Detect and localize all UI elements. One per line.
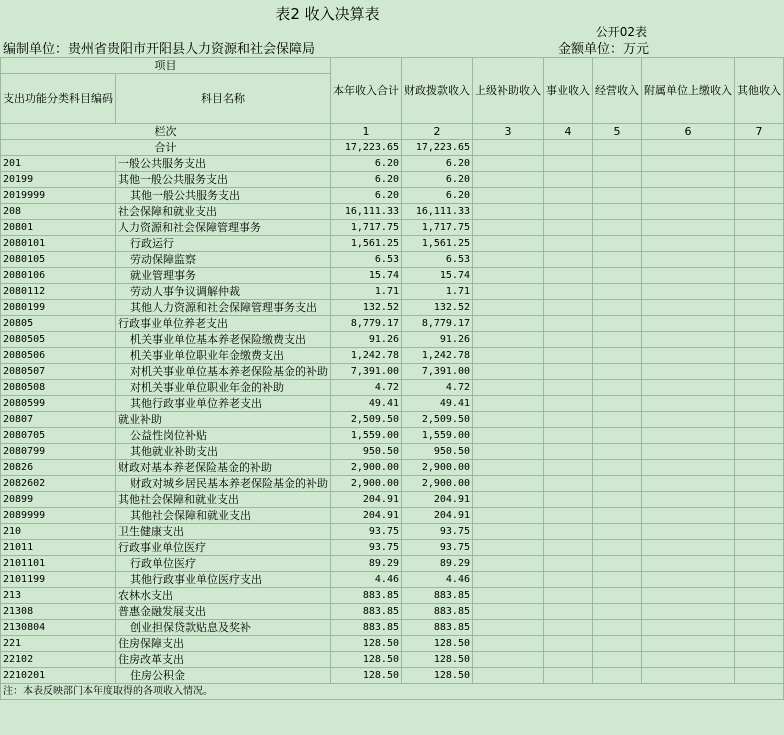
row-name: 行政运行	[116, 236, 331, 252]
row-total: 883.85	[331, 604, 402, 620]
amount-unit-label: 金额单位：万元	[557, 42, 649, 57]
index-cell: 2	[402, 124, 473, 140]
row-total: 4.46	[331, 572, 402, 588]
table-row	[1, 588, 784, 604]
row-code: 2019999	[1, 188, 116, 204]
row-code: 2082602	[1, 476, 116, 492]
row-name: 其他就业补助支出	[116, 444, 331, 460]
row-fiscal: 128.50	[402, 652, 473, 668]
row-fiscal: 91.26	[402, 332, 473, 348]
row-code: 2080599	[1, 396, 116, 412]
business-income-header: 事业收入	[544, 58, 593, 124]
row-name: 其他社会保障和就业支出	[116, 492, 331, 508]
row-code: 2210201	[1, 668, 116, 684]
row-code: 2101101	[1, 556, 116, 572]
row-fiscal: 6.53	[402, 252, 473, 268]
row-fiscal: 1,717.75	[402, 220, 473, 236]
row-fiscal: 49.41	[402, 396, 473, 412]
row-total: 15.74	[331, 268, 402, 284]
row-total: 6.20	[331, 156, 402, 172]
row-code: 21308	[1, 604, 116, 620]
upper-subsidy-header: 上级补助收入	[473, 58, 544, 124]
row-fiscal: 1,559.00	[402, 428, 473, 444]
table-row	[1, 252, 784, 268]
table-row	[1, 492, 784, 508]
table-row	[1, 220, 784, 236]
row-code: 213	[1, 588, 116, 604]
index-cell: 5	[593, 124, 642, 140]
row-fiscal: 883.85	[402, 620, 473, 636]
row-fiscal: 883.85	[402, 588, 473, 604]
row-total: 132.52	[331, 300, 402, 316]
table-row	[1, 156, 784, 172]
row-code: 20807	[1, 412, 116, 428]
row-total: 2,900.00	[331, 476, 402, 492]
name-header: 科目名称	[116, 74, 331, 124]
row-total: 1,717.75	[331, 220, 402, 236]
table-row	[1, 652, 784, 668]
table-row	[1, 444, 784, 460]
table-row	[1, 572, 784, 588]
table-row	[1, 620, 784, 636]
table-row	[1, 284, 784, 300]
row-total: 49.41	[331, 396, 402, 412]
row-name: 劳动人事争议调解仲裁	[116, 284, 331, 300]
row-code: 20805	[1, 316, 116, 332]
table-row	[1, 204, 784, 220]
row-fiscal: 6.20	[402, 188, 473, 204]
row-fiscal: 883.85	[402, 604, 473, 620]
row-name: 其他一般公共服务支出	[116, 172, 331, 188]
row-name: 就业管理事务	[116, 268, 331, 284]
row-code: 20899	[1, 492, 116, 508]
row-code: 20801	[1, 220, 116, 236]
row-code: 2080506	[1, 348, 116, 364]
index-row-label: 栏次	[1, 124, 331, 140]
row-code: 2080106	[1, 268, 116, 284]
row-total: 883.85	[331, 620, 402, 636]
row-code: 208	[1, 204, 116, 220]
row-total: 883.85	[331, 588, 402, 604]
row-code: 21011	[1, 540, 116, 556]
table-row	[1, 412, 784, 428]
row-total: 7,391.00	[331, 364, 402, 380]
table-row	[1, 636, 784, 652]
table-row	[1, 668, 784, 684]
row-name: 劳动保障监察	[116, 252, 331, 268]
row-code: 20826	[1, 460, 116, 476]
row-code: 2080112	[1, 284, 116, 300]
row-fiscal: 15.74	[402, 268, 473, 284]
row-code: 22102	[1, 652, 116, 668]
total-row-fiscal: 17,223.65	[402, 140, 473, 156]
row-total: 16,111.33	[331, 204, 402, 220]
row-code: 2080199	[1, 300, 116, 316]
table-row	[1, 316, 784, 332]
row-total: 128.50	[331, 668, 402, 684]
row-total: 128.50	[331, 636, 402, 652]
affiliated-income-header: 附属单位上缴收入	[642, 58, 735, 124]
row-total: 6.20	[331, 188, 402, 204]
row-name: 住房改革支出	[116, 652, 331, 668]
row-name: 其他行政事业单位养老支出	[116, 396, 331, 412]
row-name: 财政对基本养老保险基金的补助	[116, 460, 331, 476]
row-name: 社会保障和就业支出	[116, 204, 331, 220]
row-name: 人力资源和社会保障管理事务	[116, 220, 331, 236]
table-row	[1, 460, 784, 476]
row-total: 6.20	[331, 172, 402, 188]
row-fiscal: 204.91	[402, 492, 473, 508]
row-name: 行政事业单位医疗	[116, 540, 331, 556]
row-name: 财政对城乡居民基本养老保险基金的补助	[116, 476, 331, 492]
row-code: 2080508	[1, 380, 116, 396]
row-fiscal: 128.50	[402, 636, 473, 652]
table-row	[1, 236, 784, 252]
row-total: 91.26	[331, 332, 402, 348]
row-code: 2130804	[1, 620, 116, 636]
index-cell: 1	[331, 124, 402, 140]
row-total: 6.53	[331, 252, 402, 268]
row-total: 128.50	[331, 652, 402, 668]
row-total: 204.91	[331, 492, 402, 508]
table-row	[1, 172, 784, 188]
table-row	[1, 332, 784, 348]
row-name: 对机关事业单位基本养老保险基金的补助	[116, 364, 331, 380]
row-fiscal: 6.20	[402, 172, 473, 188]
row-fiscal: 6.20	[402, 156, 473, 172]
table-row	[1, 556, 784, 572]
row-name: 行政单位医疗	[116, 556, 331, 572]
form-number: 公开02表	[595, 25, 647, 39]
row-name: 机关事业单位职业年金缴费支出	[116, 348, 331, 364]
row-name: 其他一般公共服务支出	[116, 188, 331, 204]
row-code: 2080101	[1, 236, 116, 252]
row-fiscal: 1.71	[402, 284, 473, 300]
row-total: 4.72	[331, 380, 402, 396]
row-name: 其他人力资源和社会保障管理事务支出	[116, 300, 331, 316]
row-total: 950.50	[331, 444, 402, 460]
row-total: 89.29	[331, 556, 402, 572]
fiscal-income-header: 财政拨款收入	[402, 58, 473, 124]
row-name: 普惠金融发展支出	[116, 604, 331, 620]
table-row	[1, 524, 784, 540]
row-fiscal: 132.52	[402, 300, 473, 316]
row-code: 210	[1, 524, 116, 540]
table-row	[1, 348, 784, 364]
row-code: 2089999	[1, 508, 116, 524]
row-name: 卫生健康支出	[116, 524, 331, 540]
index-cell: 6	[642, 124, 735, 140]
table-row	[1, 380, 784, 396]
table-row	[1, 428, 784, 444]
row-total: 1,561.25	[331, 236, 402, 252]
row-code: 2080705	[1, 428, 116, 444]
income-table	[0, 57, 784, 700]
row-fiscal: 4.72	[402, 380, 473, 396]
index-cell: 7	[735, 124, 784, 140]
row-code: 20199	[1, 172, 116, 188]
row-total: 93.75	[331, 524, 402, 540]
row-code: 221	[1, 636, 116, 652]
row-fiscal: 7,391.00	[402, 364, 473, 380]
row-total: 204.91	[331, 508, 402, 524]
table-row	[1, 604, 784, 620]
row-total: 2,509.50	[331, 412, 402, 428]
table-row	[1, 476, 784, 492]
row-code: 2080105	[1, 252, 116, 268]
footnote: 注：本表反映部门本年度取得的各项收入情况。	[1, 684, 784, 700]
row-fiscal: 8,779.17	[402, 316, 473, 332]
row-total: 2,900.00	[331, 460, 402, 476]
row-code: 201	[1, 156, 116, 172]
row-fiscal: 2,509.50	[402, 412, 473, 428]
row-name: 行政事业单位养老支出	[116, 316, 331, 332]
row-code: 2080507	[1, 364, 116, 380]
row-name: 公益性岗位补贴	[116, 428, 331, 444]
total-row-total: 17,223.65	[331, 140, 402, 156]
row-fiscal: 93.75	[402, 540, 473, 556]
row-fiscal: 2,900.00	[402, 476, 473, 492]
row-name: 机关事业单位基本养老保险缴费支出	[116, 332, 331, 348]
row-name: 其他行政事业单位医疗支出	[116, 572, 331, 588]
table-row	[1, 396, 784, 412]
row-name: 农林水支出	[116, 588, 331, 604]
row-fiscal: 950.50	[402, 444, 473, 460]
row-name: 创业担保贷款贴息及奖补	[116, 620, 331, 636]
report-title: 表2 收入决算表	[275, 5, 380, 23]
operating-income-header: 经营收入	[593, 58, 642, 124]
row-fiscal: 128.50	[402, 668, 473, 684]
row-code: 2101199	[1, 572, 116, 588]
row-fiscal: 204.91	[402, 508, 473, 524]
row-fiscal: 89.29	[402, 556, 473, 572]
table-row	[1, 540, 784, 556]
row-total: 1.71	[331, 284, 402, 300]
table-row	[1, 508, 784, 524]
row-name: 就业补助	[116, 412, 331, 428]
row-name: 对机关事业单位职业年金的补助	[116, 380, 331, 396]
table-row	[1, 364, 784, 380]
total-row-label: 合计	[1, 140, 331, 156]
project-header: 项目	[1, 58, 331, 74]
index-cell: 3	[473, 124, 544, 140]
row-code: 2080505	[1, 332, 116, 348]
code-header: 支出功能分类科目编码	[1, 74, 116, 124]
row-name: 住房保障支出	[116, 636, 331, 652]
index-cell: 4	[544, 124, 593, 140]
row-total: 1,242.78	[331, 348, 402, 364]
row-total: 8,779.17	[331, 316, 402, 332]
row-fiscal: 1,242.78	[402, 348, 473, 364]
row-fiscal: 4.46	[402, 572, 473, 588]
row-total: 1,559.00	[331, 428, 402, 444]
total-income-header: 本年收入合计	[331, 58, 402, 124]
row-name: 住房公积金	[116, 668, 331, 684]
table-row	[1, 268, 784, 284]
row-name: 一般公共服务支出	[116, 156, 331, 172]
row-fiscal: 1,561.25	[402, 236, 473, 252]
organization-label: 编制单位：贵州省贵阳市开阳县人力资源和社会保障局	[3, 42, 316, 57]
row-fiscal: 16,111.33	[402, 204, 473, 220]
other-income-header: 其他收入	[735, 58, 784, 124]
row-fiscal: 2,900.00	[402, 460, 473, 476]
row-fiscal: 93.75	[402, 524, 473, 540]
row-total: 93.75	[331, 540, 402, 556]
table-row	[1, 300, 784, 316]
table-row	[1, 188, 784, 204]
row-code: 2080799	[1, 444, 116, 460]
row-name: 其他社会保障和就业支出	[116, 508, 331, 524]
